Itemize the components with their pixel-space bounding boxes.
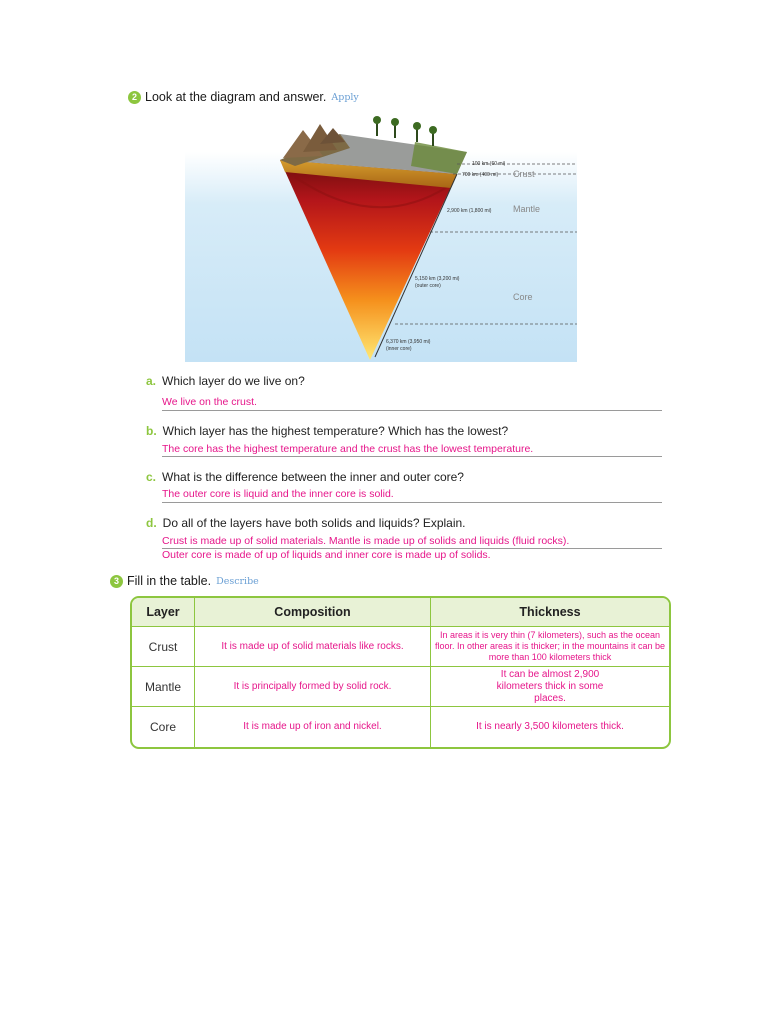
layer-cell: Mantle <box>132 667 195 707</box>
answer-a: We live on the crust. <box>162 396 257 408</box>
question-b <box>146 424 508 438</box>
question-letter: d. <box>146 516 157 530</box>
column-header: Composition <box>195 598 431 627</box>
question-title: Fill in the table. <box>127 574 212 588</box>
skill-tag: Describe <box>216 575 259 587</box>
question-text: What is the difference between the inner and outer core? <box>162 470 464 484</box>
thickness-cell: It can be almost 2,900 kilometers thick in some places. <box>431 667 669 707</box>
answer-line <box>162 502 662 503</box>
question-text: Which layer has the highest temperature? Which has the lowest? <box>162 424 509 438</box>
depth-label: (inner core) <box>386 346 412 352</box>
depth-label: (outer core) <box>415 283 441 289</box>
question-letter: a. <box>146 374 157 388</box>
column-header: Layer <box>132 598 195 627</box>
answer-line <box>162 410 662 411</box>
table-row <box>132 707 669 747</box>
question-text: Which layer do we live on? <box>162 374 305 388</box>
earth-layers-table <box>130 596 671 749</box>
question-title: Look at the diagram and answer. <box>145 90 327 104</box>
table-header-row <box>132 598 669 627</box>
answer-line <box>162 456 662 457</box>
question-2-heading <box>128 90 359 104</box>
question-letter: c. <box>146 470 157 484</box>
earth-layers-diagram <box>185 112 577 362</box>
layer-label-mantle: Mantle <box>513 204 541 214</box>
answer-d-continued: Outer core is made of up of liquids and inner core is made up of solids. <box>162 549 491 561</box>
table-row <box>132 627 669 667</box>
depth-label: 5,150 km (3,200 mi) <box>415 276 460 282</box>
skill-tag: Apply <box>331 91 359 103</box>
layer-label-crust: Crust <box>513 169 535 179</box>
composition-cell: It is principally formed by solid rock. <box>195 667 431 707</box>
depth-label: 100 km (60 mi) <box>472 161 506 167</box>
question-number-badge: 3 <box>110 575 123 588</box>
depth-label: 2,900 km (1,800 mi) <box>447 208 492 214</box>
question-c <box>146 470 464 484</box>
question-3-heading <box>110 574 259 588</box>
thickness-cell: It is nearly 3,500 kilometers thick. <box>476 721 624 732</box>
layer-cell: Crust <box>132 627 195 667</box>
depth-label: 6,370 km (3,950 mi) <box>386 339 431 345</box>
question-a <box>146 374 305 388</box>
layer-cell: Core <box>132 707 195 747</box>
thickness-cell: In areas it is very thin (7 kilometers), such as the ocean floor. In other areas it is thicker; in the mountains it can be more than 100 kilometers thick <box>431 627 669 667</box>
depth-label: 700 km (400 mi) <box>462 172 499 178</box>
composition-cell: It is made up of iron and nickel. <box>195 707 431 747</box>
question-letter: b. <box>146 424 157 438</box>
question-text: Do all of the layers have both solids and liquids? Explain. <box>162 516 466 530</box>
column-header: Thickness <box>431 598 669 627</box>
answer-c: The outer core is liquid and the inner core is solid. <box>162 488 394 500</box>
answer-d: Crust is made up of solid materials. Mantle is made up of solids and liquids (fluid rocks). <box>162 535 570 547</box>
table-row <box>132 667 669 707</box>
question-d <box>146 516 466 530</box>
layer-label-core: Core <box>513 292 533 302</box>
question-number-badge: 2 <box>128 91 141 104</box>
composition-cell: It is made up of solid materials like rocks. <box>195 627 431 667</box>
answer-b: The core has the highest temperature and the crust has the lowest temperature. <box>162 443 534 455</box>
